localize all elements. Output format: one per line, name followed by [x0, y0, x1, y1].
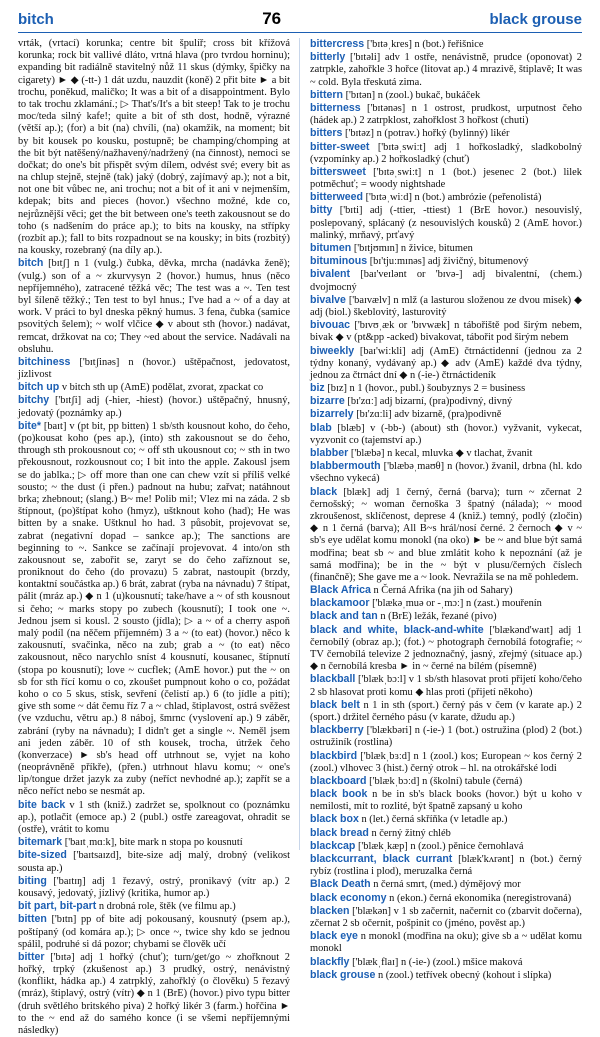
entry-headword: blacken [310, 904, 350, 917]
entry-definition: n 1 in sth (sport.) černý pás v čem (v karate ap.) 2 (sport.) držitel černého pásu (v karate, džudu ap.) [310, 699, 582, 723]
entry-headword: biting [18, 874, 47, 887]
entry-definition: n (ekon.) černá ekonomika (neregistrovaná) [389, 892, 572, 904]
entry-definition: [baɪt] v (pt bit, pp bitten) 1 sb/sth kousnout koho, do čeho, (po)kousat koho (pes ap.), (into) sth zakousnout se do čeho, through sth prokousnout co; ~ off sth ukousnout co; ~ sth in two překousnout, rozkousnout co; I bit into the apple. Zakousl jsem se do jablka.; ▷ off more than one can chew vzít si příliš velké sousto; ~ the dust (i přen.) padnout na hubu; zařvat; natáhnout brka; zhebnout; (slang.) B~ me! Polib mi!; Vlez mi na záda. 2 sb štípnout, (po)štípat koho (hmyz), uštknout koho (had); He was bitten by a snake. Uštknul ho had. 3 působit, projevovat se, zabrat (negativní dopad – sankce ap.); The sanctions are beginning to ~. Sankce se začínají projevovat. 4 into/on sth zakousnout se, zabořit se, zaryt se do čeho zaříznout se, proniknout do čeho (do provazu) 5 zabrat, nastoupit (brzdy, kontaktní součástka ap.) 6 brát, zabrat (ryba na návnadu) 7 štípat, pálit (mráz ap.) ◆ n 1 (u)kousnutí; take/have a ~ of sth kousnout si čeho; ~ marks stopy po zubech (kousnutí); I took one ~. Jednou jsem si kousl. 2 sousto (jídla); ▷ a ~ of a cherry aspoň malý podíl (na něčem příjemném) 3 a ~ (to eat) (hovor.) něco k zakousnutí, svačinka, něco na zub; grab a ~ (to eat) něco zakousnout, něco narychlo sníst 4 kousnutí, kousanec, štípnutí (stopa po kousnutí); love ~ cucflek; (AmE hovor.) put the ~ on sb for sth řící komu o co, zkoušet pumpnout koho o co, požádat koho o co 5 skus, stisk, sevření (čelistí ap.) 6 (to jídle a pití); give sth some ~ dát čemu říz 7 a ~ chlad, štiplavost, ostrá svěžest (ve vzduchu, větru ap.) 8 náboj, šmrnc (vyslovení ap.) 9 záběr, zabrání (ryby na návnadu); I didn't get a single ~. Neměl jsem ani jeden záběr. 10 of sth kousek, trocha, útržek čeho (konverzace) ► sb's head off utrhnout se, vyjet na koho (neoprávněně příkře), (přen.) utrhnout hlavu komu; ~ one's lip/tongue držet jazyk za zuby (neříct nevhodné ap.); zapřít se a něco neříct nebo se nesmát ap. [18, 420, 290, 798]
entry-definition: n černý žitný chléb [371, 827, 451, 839]
entry-headword: bite-sized [18, 849, 67, 862]
dictionary-entry [310, 141, 582, 166]
dictionary-entry [310, 486, 582, 585]
dictionary-entry [310, 242, 582, 255]
entry-headword: blackfly [310, 955, 350, 968]
dictionary-entry [18, 913, 290, 951]
dictionary-entry [310, 89, 582, 102]
dictionary-entry [310, 268, 582, 293]
entry-definition: ['bɪtjʊmɪn] n živice, bitumen [353, 243, 473, 254]
entry-headword: bittern [310, 88, 343, 101]
entry-definition: n (BrE) ležák, řezané (pivo) [380, 611, 497, 623]
entry-definition: n Černá Afrika (na jih od Sahary) [373, 585, 513, 597]
entry-headword: bitemark [18, 836, 63, 849]
entry-definition: ['blækəˌmuə or -ˌmɔː] n (zast.) mouřenín [372, 598, 542, 610]
dictionary-entry [310, 382, 582, 395]
entry-definition: [bɪ'zɑːli] adv bizarně, (pra)podivně [356, 409, 502, 421]
entry-definition: n drobná role, štěk (ve filmu ap.) [98, 901, 236, 913]
entry-definition: ['blækən] v 1 sb začernit, načernit co (zbarvit dočerna), zčernat 2 sb očernit, pošpinit co (jméno, pověst ap.) [310, 905, 582, 929]
entry-headword: bitterweed [310, 191, 363, 204]
dictionary-entry [310, 775, 582, 788]
entry-headword: bitter [18, 950, 45, 963]
dictionary-entry [18, 420, 290, 799]
entry-headword: biz [310, 382, 325, 395]
dictionary-entry [310, 255, 582, 268]
entry-definition: ['bɪtn] pp of bite adj pokousaný, kousnutý (psem ap.), poštípaný (od komára ap.); ▷ once ~, twice shy kdo se jednou spálil, podruhé si dá pozor; chybami se člověk učí [18, 914, 290, 950]
dictionary-entry [18, 799, 290, 837]
dictionary-entry [310, 969, 582, 982]
dictionary-entry [310, 447, 582, 460]
entry-definition: ['blækˌbɜːd] n 1 (zool.) kos; European ~ kos černý 2 (zool.) vlhovec 3 (hist.) černý otrok – hl. na otrokářské lodi [310, 750, 582, 774]
dictionary-entry [310, 699, 582, 724]
entry-headword: blackcap [310, 839, 356, 852]
entry-definition: ['blækˌkæp] n (zool.) pěnice černohlavá [357, 840, 524, 852]
dictionary-entry [310, 127, 582, 140]
entry-definition: ['blækˌbɔːl] v 1 sb/sth hlasovat proti přijetí koho/čeho 2 sb hlasovat proti komu ◆ hlas proti (přijetí někoho) [310, 674, 582, 698]
dictionary-entry [18, 900, 290, 913]
entry-definition: ['baɪtˌmɑːk], bite mark n stopa po kousnutí [64, 837, 243, 849]
entry-headword: bitterness [310, 101, 361, 114]
dictionary-entry [310, 51, 582, 89]
entry-definition: [blæk'kʌrənt] n (bot.) černý rybíz (rostlina i plod), meruzalka černá [310, 854, 582, 878]
entry-headword: black belt [310, 698, 360, 711]
column-divider [299, 38, 300, 850]
entry-definition: n černá smrt, (med.) dýmějový mor [373, 879, 521, 891]
entry-headword: black book [310, 788, 368, 801]
entry-headword: bitchiness [18, 355, 71, 368]
entry-definition: ['baɪtsaɪzd], bite-size adj malý, drobný (velikost sousta ap.) [18, 850, 290, 874]
entry-headword: bit part, bit-part [18, 900, 97, 913]
entry-definition: ['bɪtəli] adv 1 ostře, nenávistně, prudce (oponovat) 2 zatrpkle, zahořkle 3 hořce (litovat ap.) 4 mrazivě, štiplavě; It was ~ cold. Byla třeskutá zima. [310, 52, 582, 88]
entry-headword: bitch [18, 257, 44, 270]
entry-headword: black box [310, 813, 359, 826]
dictionary-entry [310, 408, 582, 421]
dictionary-entry [310, 724, 582, 749]
dictionary-entry [310, 905, 582, 930]
entry-headword: blackcurrant, black currant [310, 853, 453, 865]
entry-definition: ['bɪtʃi] adj (-hier, -hiest) (hovor.) uštěpačný, hnusný, jedovatý (poznámky ap.) [18, 395, 290, 419]
dictionary-entry [310, 294, 582, 319]
dictionary-entry [310, 840, 582, 853]
entry-definition: ['bɪtʃinəs] n (hovor.) uštěpačnost, jedovatost, jízlivost [18, 356, 290, 381]
entry-headword: black bread [310, 826, 369, 839]
entry-headword: bitch up [18, 381, 60, 394]
dictionary-entry [18, 381, 290, 394]
dictionary-entry [310, 813, 582, 826]
entry-definition: ['bɪtəˌswiːt] n 1 (bot.) jesenec 2 (bot.) lilek potměchuť; = woody nightshade [310, 166, 582, 191]
dictionary-entry [18, 875, 290, 900]
entry-headword: bitterly [310, 51, 346, 64]
entry-definition: ['blækˌflaɪ] n (-ie-) (zool.) mšice maková [352, 956, 523, 968]
entry-headword: black grouse [310, 968, 376, 981]
entry-definition: n (let.) černá skříňka (v letadle ap.) [361, 814, 508, 826]
dictionary-entry [310, 750, 582, 775]
entry-headword: bitter-sweet [310, 140, 370, 153]
entry-definition: ['blækbəri] n (-ie-) 1 (bot.) ostružina (plod) 2 (bot.) ostružiník (rostlina) [310, 725, 582, 749]
entry-definition: ['bɪtəˌswiːt] adj 1 hořkosladký, sladkobolný (vzpomínky ap.) 2 hořkosladký (chuť) [310, 141, 582, 165]
entry-definition: ['bɪtən] n (zool.) bukač, bukáček [345, 89, 481, 101]
dictionary-entry [310, 395, 582, 408]
dictionary-entry [310, 853, 582, 878]
entry-definition: v 1 sth (kniž.) zadržet se, spolknout co (poznámku ap.), potlačit (emoce ap.) 2 (publ.) ostře zareagovat, ohradit se (ostře), vrátit to komu [18, 799, 290, 835]
entry-definition: ['bɪti] adj (-ttier, -ttiest) 1 (BrE hovor.) nesouvislý, poslepovaný, splácaný (z nesouvislých kousků) 2 (AmE hovor.) malinký, mrňavý, prťavý [310, 205, 582, 241]
dictionary-entry [18, 951, 290, 1037]
dictionary-entry [310, 610, 582, 623]
entry-headword: bivalve [310, 293, 346, 306]
dictionary-entry [310, 892, 582, 905]
left-guide-word: bitch [18, 10, 54, 28]
entry-definition: [baɪ'wiːkli] adj (AmE) čtrnáctidenní (jednou za 2 týdny konaný, vydávaný ap.) ◆ adv (AmE) každé dva týdny, jednou za čtrnáct dní ◆ n (-ie-) čtrnáctideník [310, 345, 582, 381]
right-column [310, 38, 583, 981]
entry-headword: blabbermouth [310, 460, 381, 473]
entry-headword: black eye [310, 930, 358, 943]
entry-definition: [bɪ'zɑː] adj bizarní, (pra)podivný, divný [347, 396, 513, 408]
entry-headword: blab [310, 421, 332, 434]
entry-headword: black and tan [310, 610, 378, 623]
entry-headword: Black Africa [310, 584, 371, 597]
entry-headword: blackbird [310, 749, 358, 762]
dictionary-entry [310, 597, 582, 610]
entry-definition: v bitch sth up (AmE) podělat, zvorat, zpackat co [61, 382, 264, 394]
dictionary-entry [18, 394, 290, 419]
dictionary-entry [310, 788, 582, 813]
entry-headword: bivouac [310, 319, 351, 332]
dictionary-entry [310, 345, 582, 383]
entry-definition: n be in sb's black books (hovor.) být u koho v nemilosti, mít to rozlité, být špatně zapsaný u koho [310, 789, 582, 813]
entry-definition: ['bɪtə] adj 1 hořký (chuť); turn/get/go ~ zhořknout 2 hořký, trpký (zkušenost ap.) 3 prudký, ostrý, nenávistný (konflikt, hádka ap.) 4 zatrpklý, zahořklý (o člověku) 5 řezavý (mráz), štiplavý, ostrý (vítr) ◆ n 1 (BrE) (hovor.) pivo typu bitter (druh světlého britského piva) 2 hořký likér 3 (farm.) hořčina ► to the ~ end až do samého konce (i se všemi nepříjemnými následky) [18, 951, 291, 1036]
entry-headword: blackamoor [310, 597, 370, 610]
entry-headword: bivalent [310, 268, 351, 281]
entry-definition: [bɪ'tjuːmɪnəs] adj živičný, bitumenový [369, 256, 529, 268]
dictionary-entry [18, 38, 290, 257]
page-number: 76 [262, 9, 282, 28]
entry-definition: n monokl (modřina na oku); give sb a ~ udělat komu monokl [310, 931, 582, 955]
dictionary-entry [310, 930, 582, 955]
entry-definition: [bɪz] n 1 (hovor., publ.) šoubyznys 2 = business [327, 383, 526, 395]
dictionary-entry [18, 257, 290, 356]
dictionary-entry [310, 624, 582, 674]
entry-headword: bitchy [18, 394, 50, 407]
entry-headword: bite* [18, 419, 41, 432]
dictionary-entry [310, 102, 582, 127]
entry-headword: Black Death [310, 878, 371, 891]
entry-headword: black economy [310, 891, 387, 904]
entry-definition: ['blæbəˌmaʊθ] n (hovor.) žvanil, drbna (hl. kdo všechno vykecá) [310, 461, 582, 485]
dictionary-entry [310, 827, 582, 840]
entry-headword: black and white, black-and-white [310, 623, 484, 636]
entry-definition: [blæb] v (-bb-) (about) sth (hovor.) vyžvanit, vykecat, vyzvonit co (tajemství ap.) [310, 422, 582, 446]
entry-definition: ['blækˌbɔːd] n (školní) tabule (černá) [369, 775, 523, 787]
left-column [18, 38, 291, 1036]
entry-headword: bituminous [310, 255, 368, 268]
entry-headword: bittercress [310, 38, 365, 50]
entry-definition: ['baɪtɪŋ] adj 1 řezavý, ostrý, pronikavý (vítr ap.) 2 kousavý, jedovatý, jízlivý (kritika, humor ap.) [18, 875, 290, 899]
dictionary-entry [18, 356, 290, 381]
entry-headword: black [310, 485, 338, 498]
entry-definition: ['bɪtəz] n (potrav.) hořký (bylinný) likér [345, 128, 510, 140]
entry-headword: bizarrely [310, 408, 354, 421]
dictionary-entry [310, 38, 582, 51]
entry-headword: biweekly [310, 344, 355, 357]
entry-definition: vrták, (vrtací) korunka; centre bit špulíř; cross bit křížová korunka; rock bit vallivé dláto, vrtná hlava (pro tvrdou horninu); expanding bit radiálně stavitelný nůž 11 skus (dýmky, špičky na cigarety) ► ◆ (-tt-) 1 dát uzdu, nauzdit (koně) 2 přit bite ► a bit trochu, poněkud, maličko; It was a bit of a disappointment. Bylo to tak trochu zklamání.; ▷ That's/It's a bit steep! Tak to je trochu moc/teda silný kafe!; quite a bit of sth dost, hodně, výrazné (větší ap.); (for) a bit (na) chvíli, (na) okamžik, na moment; bit by bit kousek po kousku, postupně; be champing/chomping at the bit být natěšený/nažhavený/nadržený (na činnost), nemoci se dočkat; do one's bit přispět svým dílem, odvést své; every bit as na chlup stejně, stejně (tak) jaký (dobrý, zajímavý ap.); not a bit, not one bit vůbec ne, ani trochu; not a bit of it ani v nejmenším, kdepak; bits and pieces (hovor.) všechno možné, kde co, nejrůznější věci; get the bit between one's teeth zakousnout se do toho (s nadšením do práce ap.); to bits na kousky, na střípky (rozbít ap.); fall to bits rozpadnout se na kousky; in bits (rozbitý) na kousky, rozebraný (na díly ap.). [18, 38, 290, 257]
dictionary-entry [310, 584, 582, 597]
entry-definition: ['bɪvʊˌæk or 'bɪvwæk] n tábořiště pod širým nebem, bivak ◆ v (pt&pp -acked) bivakovat, tábořit pod širým nebem [310, 320, 582, 344]
dictionary-entry [310, 422, 582, 447]
dictionary-entry [310, 878, 582, 891]
dictionary-entry [18, 849, 290, 874]
entry-headword: blackboard [310, 774, 367, 787]
dictionary-entry [18, 836, 290, 849]
dictionary-entry [310, 166, 582, 191]
entry-headword: bitters [310, 127, 343, 140]
entry-definition: n (zool.) tetřívek obecný (kohout i slípka) [377, 969, 552, 981]
entry-definition: ['bɪtənəs] n 1 ostrost, prudkost, urputnost čeho (hádek ap.) 2 zatrpklost, zahořklost 3 hořkost (chuti) [310, 102, 582, 127]
dictionary-entry [310, 191, 582, 204]
dictionary-entry [310, 319, 582, 344]
entry-headword: blabber [310, 447, 349, 459]
entry-headword: bitten [18, 913, 47, 926]
right-guide-word: black grouse [489, 10, 582, 28]
entry-headword: blackberry [310, 724, 364, 737]
entry-definition: ['baɪvælv] n mlž (a lasturou složenou ze dvou misek) ◆ adj (biol.) škeblovitý, lasturovitý [310, 294, 582, 318]
entry-definition: ['bɪtəˌwiːd] n (bot.) ambrózie (peřenolistá) [365, 192, 542, 204]
entry-definition: ['blækənd'waɪt] adj 1 černobílý (obraz ap.); (fot.) ~ photograph černobílá fotografie; ~ TV černobílá televize 2 jednoznačný, jasný, zřejmý (situace ap.) ◆ n černobílá kresba ► in ~ černé na bílém (písemně) [310, 624, 583, 673]
entry-headword: bittersweet [310, 165, 366, 178]
entry-headword: bitumen [310, 242, 352, 254]
dictionary-entry [310, 956, 582, 969]
entry-definition: ['bɪtəˌkres] n (bot.) řeřišnice [366, 39, 484, 50]
entry-headword: blackball [310, 673, 356, 686]
page-header [18, 6, 582, 33]
entry-definition: [bɪtʃ] n 1 (vulg.) čubka, děvka, mrcha (nadávka ženě); (vulg.) son of a ~ zkurvysyn 2 (hovor.) humus, hnus (něco nepříjemného), zatracené těžká věc; The test was a ~. Ten test byl šíleně těžký.; Ten test to byl hnus.; I've had a ~ of a day at work. V práci to byl dneska pěkný humus. 3 fena, čubka (samice psovitých šelem); ~ wolf vlčice ◆ v about sth (hovor.) nadávat, remcat, držkovat na co; They ~ed about the service. Nadávali na obsluhu. [18, 258, 290, 355]
dictionary-entry [310, 673, 582, 698]
entry-headword: bitty [310, 204, 333, 217]
dictionary-entry [310, 460, 582, 485]
entry-headword: bizarre [310, 395, 345, 408]
entry-definition: ['blæbə] n kecal, mluvka ◆ v tlachat, žvanit [350, 448, 533, 459]
dictionary-entry [310, 204, 582, 242]
entry-definition: [baɪ'veɪlənt or 'bɪvə-] adj bivalentní, (chem.) dvojmocný [310, 269, 582, 293]
entry-headword: bite back [18, 798, 66, 811]
entry-definition: [blæk] adj 1 černý, černá (barva); turn ~ zčernat 2 černošský; ~ woman černoška 3 špatný (nálada); ~ mood zkroušenost, sklíčenost, depresе 4 (kniž.) temný, podlý (zločin) ◆ n 1 černá (barva); All B~s hrál/nosí černé. 2 černoch ◆ v ~ sb's eye udělat komu monokl (na oko) ► be ~ and blue být samá modřina; beat sb ~ and blue zmlátit koho k nepoznání (až je samá modřina); be in the ~ být v plusu/černých číslech (finančně); She gave me a ~ look. Nevražila se na mě pohledem. [310, 486, 582, 583]
